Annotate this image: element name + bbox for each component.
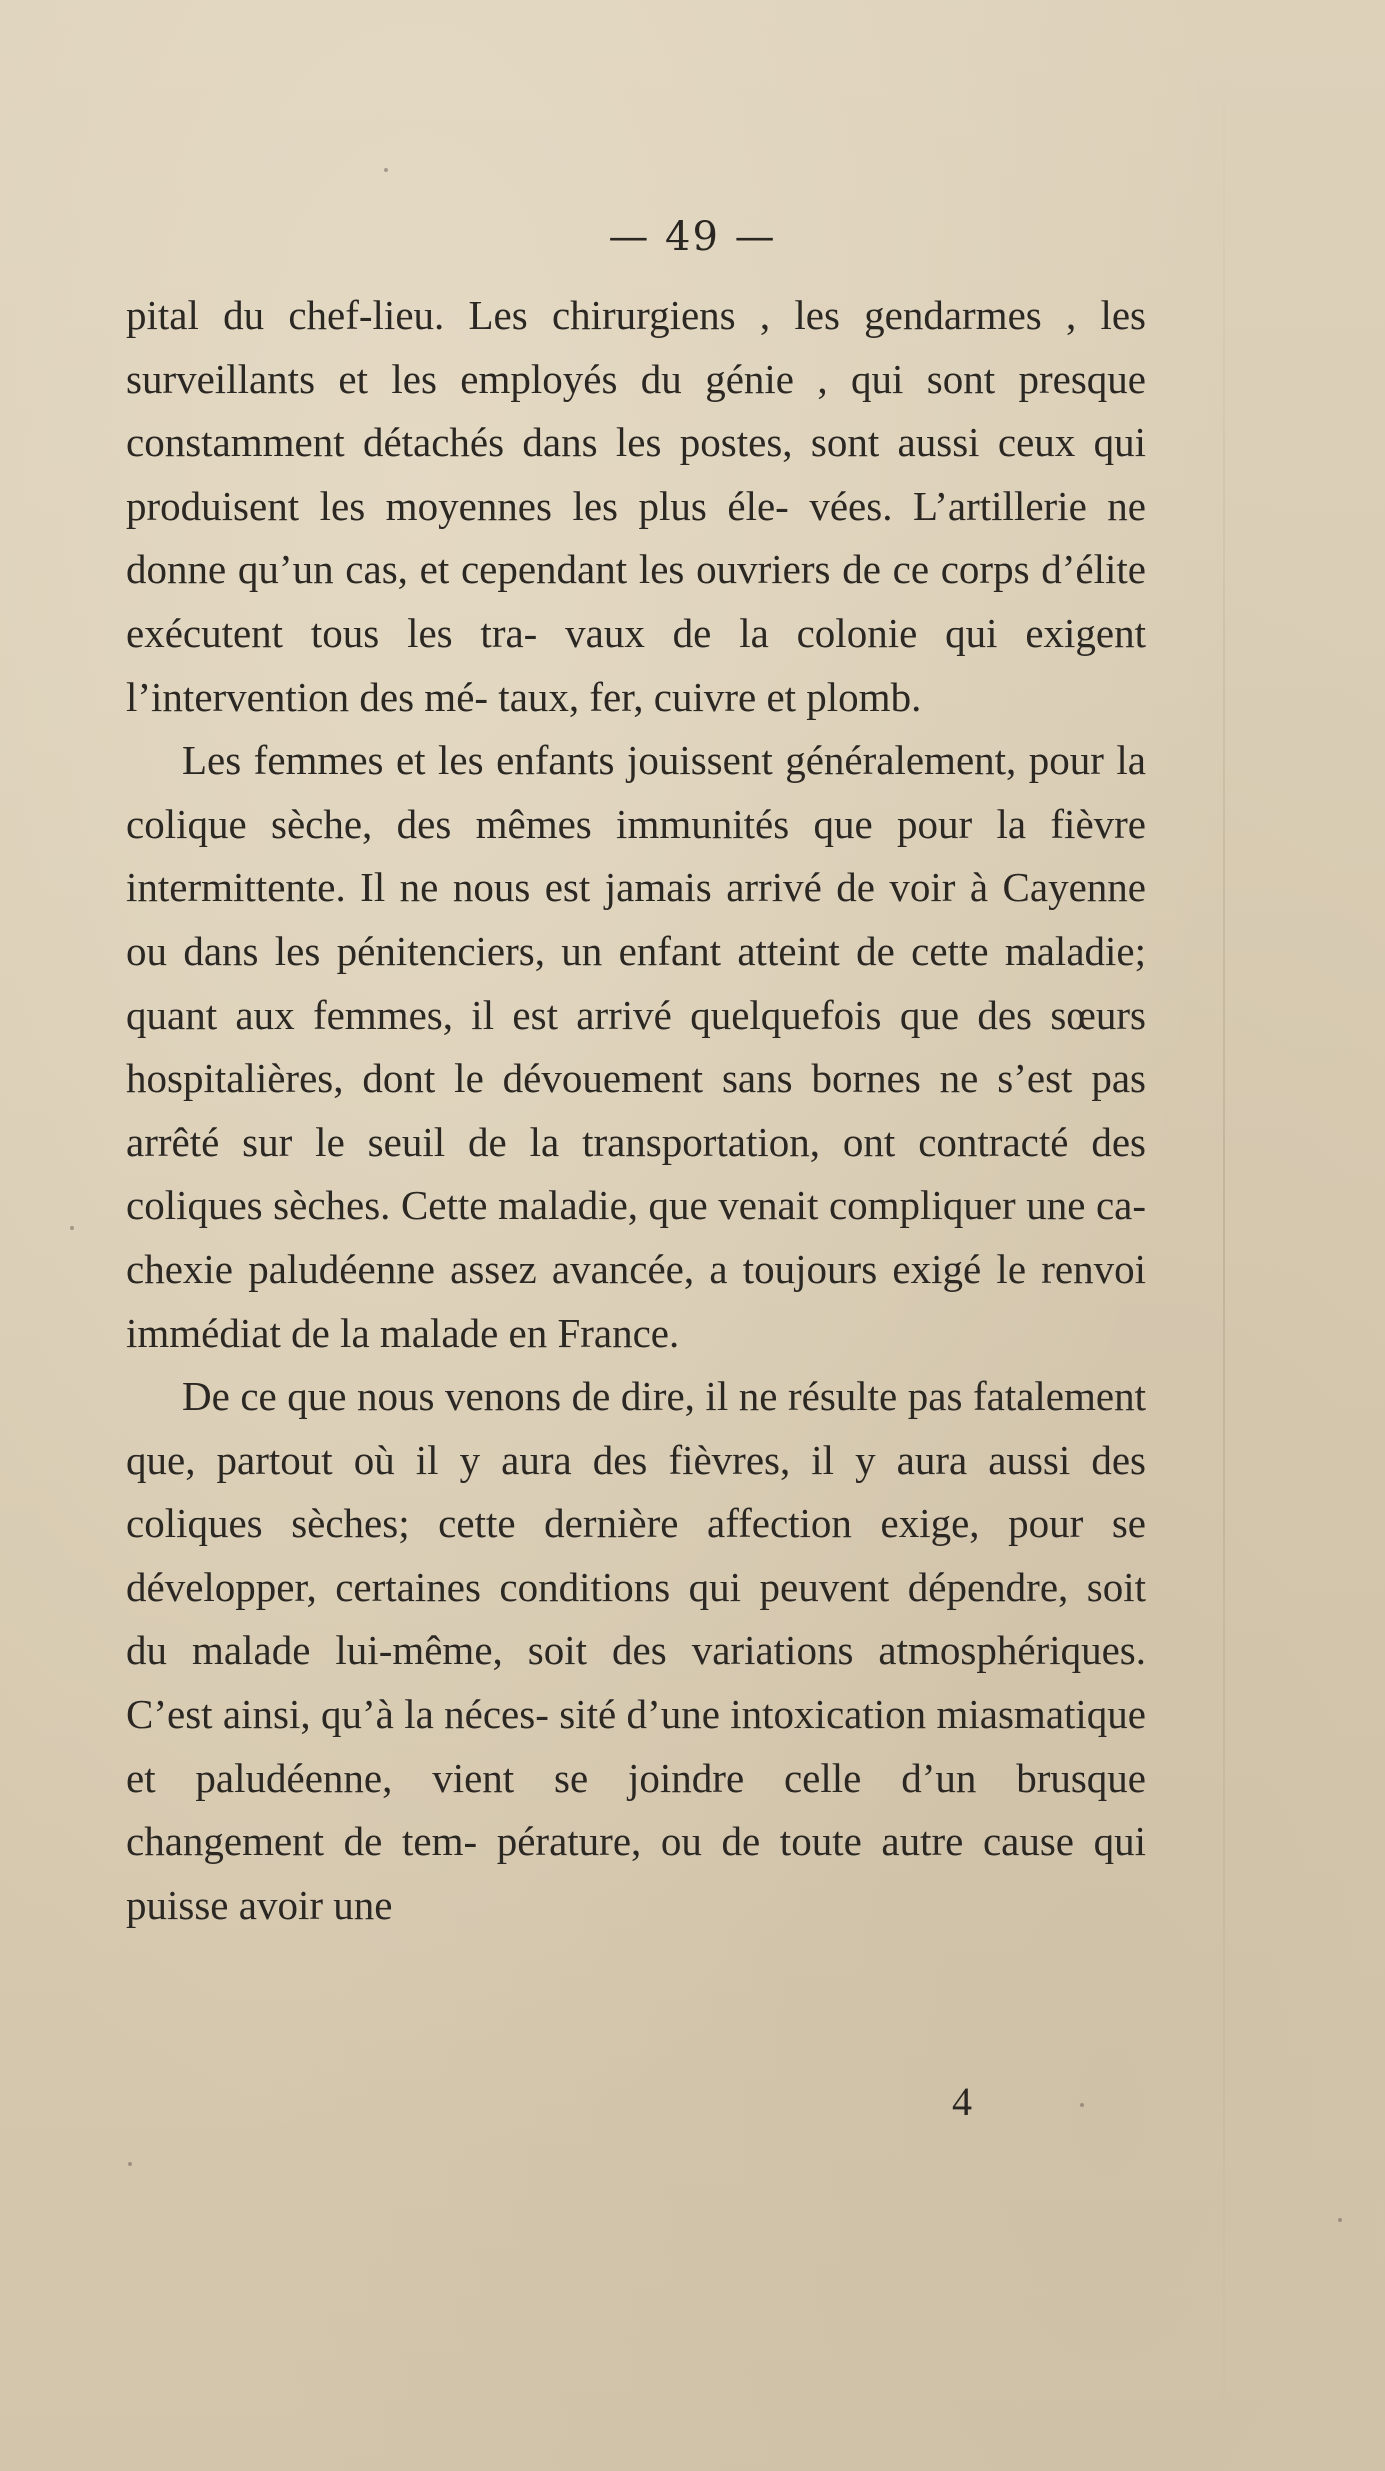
page-fold-shadow <box>1223 0 1225 2471</box>
paper-speck <box>1080 2103 1084 2107</box>
paragraph-conditions: De ce que nous venons de dire, il ne résulte pas fatalement que, partout où il y aura des fièvres, il y aura aussi des coliques sèches; cette dernière affection exige, pour se développer, certaines conditions qui peuvent dépendre, soit du malade lui-même, soit des variations atmosphériques. C’est ainsi, qu’à la néces- sité d’une intoxication miasmatique et paludéenne, vient se joindre celle d’un brusque changement de tem- pérature, ou de toute autre cause qui puisse avoir une <box>126 1373 1146 1928</box>
paragraph-women-children: Les femmes et les enfants jouissent généralement, pour la colique sèche, des mêmes immunités que pour la fièvre intermittente. Il ne nous est jamais arrivé de voir à Cayenne ou dans les pénitenciers, un enfant atteint de cette maladie; quant aux femmes, il est arrivé quelquefois que des sœurs hospitalières, dont le dévouement sans bornes ne s’est pas arrêté sur le seuil de la transportation, ont contracté des coliques sèches. Cette maladie, que venait compliquer une ca- chexie paludéenne assez avancée, a toujours exigé le renvoi immédiat de la malade en France. <box>126 737 1146 1356</box>
signature-mark: 4 <box>952 2079 972 2124</box>
paper-speck <box>384 168 388 172</box>
page-number-header: — 49 — <box>608 214 777 260</box>
body-text <box>126 284 1146 1937</box>
paragraph-continued: pital du chef-lieu. Les chirurgiens , les gendarmes , les surveillants et les employés du génie , qui sont presque constamment détachés dans les postes, sont aussi ceux qui produisent les moyennes les plus éle- vées. L’artillerie ne donne qu’un cas, et cependant les ouvriers de ce corps d’élite exécutent tous les tra- vaux de la colonie qui exigent l’intervention des mé- taux, fer, cuivre et plomb. <box>126 292 1146 720</box>
paper-speck <box>70 1226 74 1230</box>
paper-speck <box>128 2162 132 2166</box>
paper-speck <box>1338 2218 1342 2222</box>
